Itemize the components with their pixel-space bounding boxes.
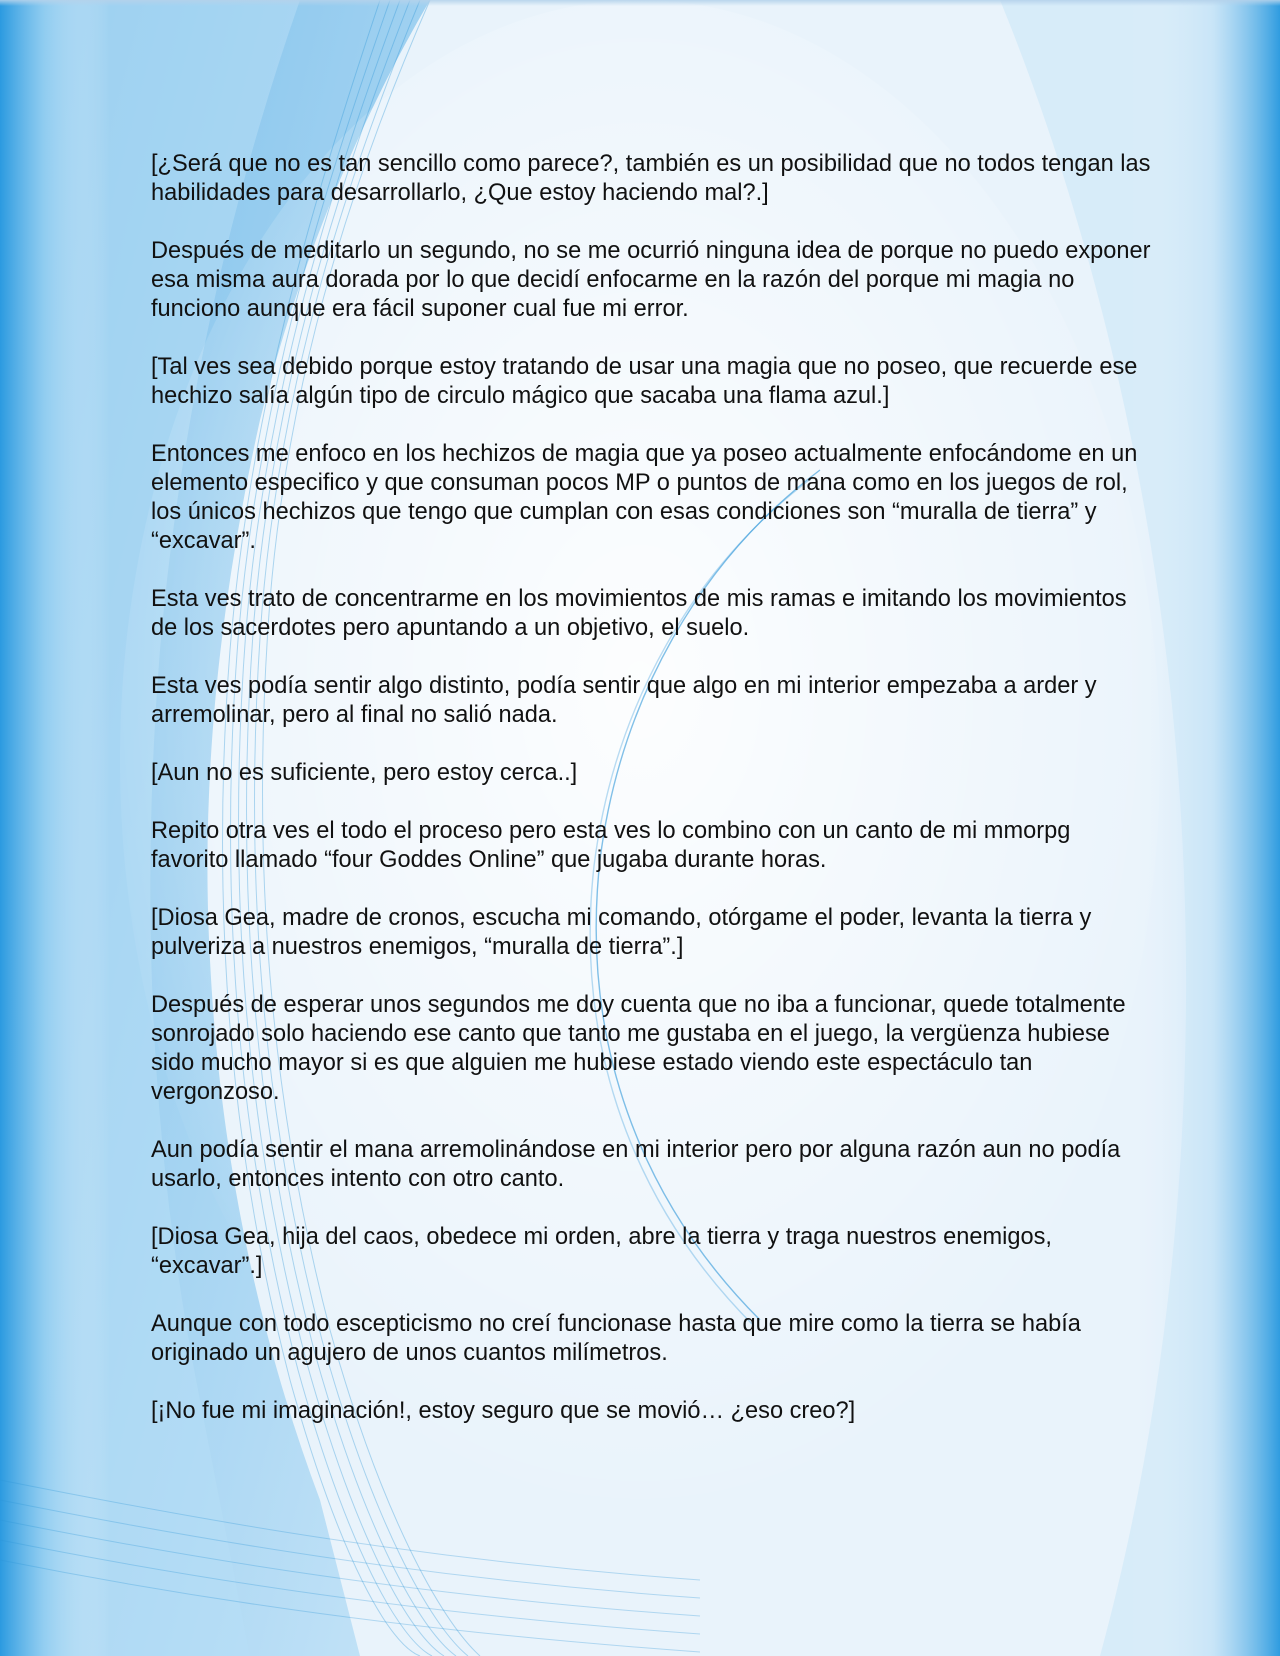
paragraph-13: Aunque con todo escepticismo no creí funcionase hasta que mire como la tierra se había originado un agujero de unos cuantos milímetros. bbox=[151, 1311, 1081, 1366]
paragraph-6: Esta ves podía sentir algo distinto, podía sentir que algo en mi interior empezaba a arder y arremolinar, pero al final no salió nada. bbox=[151, 673, 1097, 728]
paragraph-3: [Tal ves sea debido porque estoy tratando de usar una magia que no poseo, que recuerde ese hechizo salía algún tipo de circulo mágico que sacaba una flama azul.] bbox=[151, 354, 1138, 409]
paragraph-9: [Diosa Gea, madre de cronos, escucha mi comando, otórgame el poder, levanta la tierra y pulveriza a nuestros enemigos, “muralla de tierra”.] bbox=[151, 905, 1092, 960]
paragraph-11: Aun podía sentir el mana arremolinándose en mi interior pero por alguna razón aun no podía usarlo, entonces intento con otro canto. bbox=[151, 1137, 1121, 1192]
paragraph-4: Entonces me enfoco en los hechizos de magia que ya poseo actualmente enfocándome en un elemento especifico y que consuman pocos MP o puntos de mana como en los juegos de rol, los únicos hechizos que tengo que cumplan con esas condiciones son “muralla de tierra” y “excavar”. bbox=[151, 441, 1138, 554]
paragraph-14: [¡No fue mi imaginación!, estoy seguro que se movió… ¿eso creo?] bbox=[151, 1398, 856, 1424]
paragraph-8: Repito otra ves el todo el proceso pero esta ves lo combino con un canto de mi mmorpg favorito llamado “four Goddes Online” que jugaba durante horas. bbox=[151, 818, 1071, 873]
paragraph-1: [¿Será que no es tan sencillo como parece?, también es un posibilidad que no todos tengan las habilidades para desarrollarlo, ¿Que estoy haciendo mal?.] bbox=[151, 151, 1151, 206]
document-text bbox=[151, 150, 1151, 1455]
paragraph-10: Después de esperar unos segundos me doy cuenta que no iba a funcionar, quede totalmente sonrojado solo haciendo ese canto que tanto me gustaba en el juego, la vergüenza hubiese sido mucho mayor si es que alguien me hubiese estado viendo este espectáculo tan vergonzoso. bbox=[151, 992, 1126, 1105]
paragraph-5: Esta ves trato de concentrarme en los movimientos de mis ramas e imitando los movimientos de los sacerdotes pero apuntando a un objetivo, el suelo. bbox=[151, 586, 1127, 641]
paragraph-12: [Diosa Gea, hija del caos, obedece mi orden, abre la tierra y traga nuestros enemigos, “excavar”.] bbox=[151, 1224, 1052, 1279]
top-edge-line bbox=[0, 0, 1280, 6]
paragraph-7: [Aun no es suficiente, pero estoy cerca..] bbox=[151, 760, 578, 786]
paragraph-2: Después de meditarlo un segundo, no se me ocurrió ninguna idea de porque no puedo exponer esa misma aura dorada por lo que decidí enfocarme en la razón del porque mi magia no funciono aunque era fácil suponer cual fue mi error. bbox=[151, 238, 1151, 322]
